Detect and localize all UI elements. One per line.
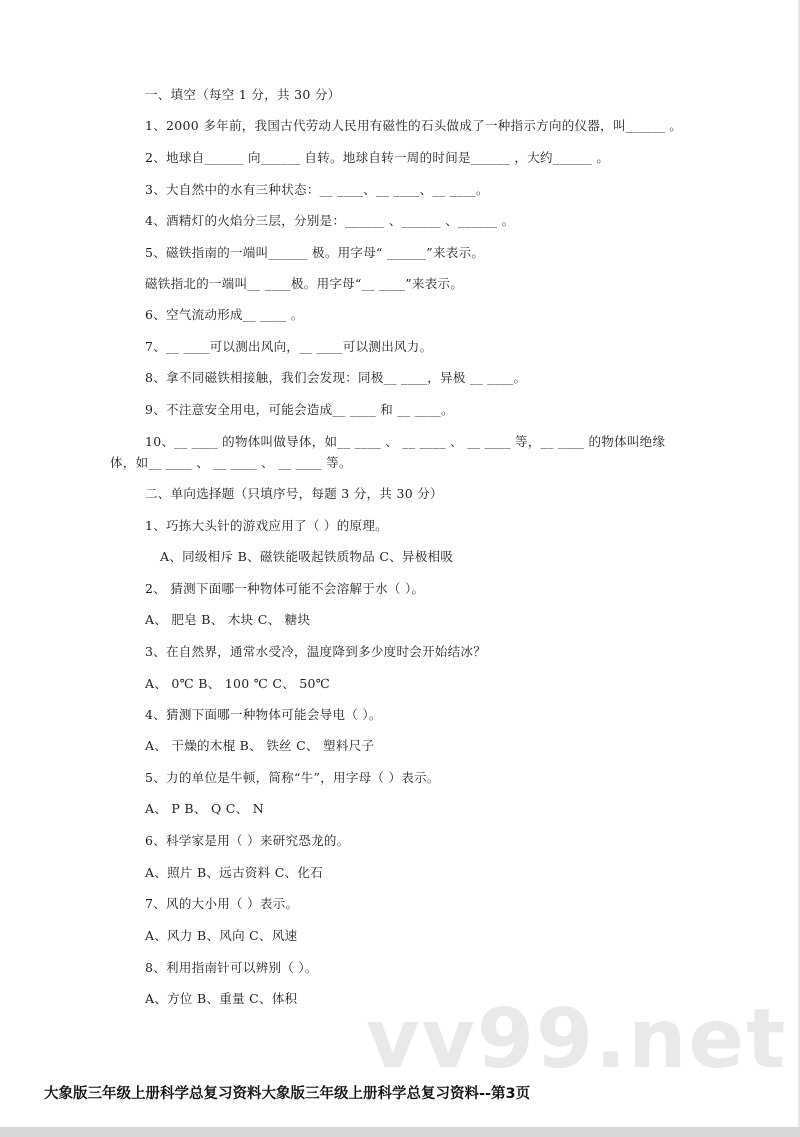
page-bottom-bar: [0, 1127, 800, 1137]
question-1-3: 3、大自然中的水有三种状态：__ ____、__ ____、__ ____。: [145, 182, 489, 197]
question-1-7: 7、__ ____可以测出风向，__ ____可以测出风力。: [145, 339, 433, 354]
question-1-9: 9、不注意安全用电，可能会造成__ ____ 和 __ ____。: [145, 402, 454, 417]
question-1-5a: 5、磁铁指南的一端叫______ 极。用字母“ ______”来表示。: [145, 245, 485, 260]
question-1-4: 4、酒精灯的火焰分三层，分别是：______ 、______ 、______ 。: [145, 213, 515, 228]
question-1-10a: 10、__ ____ 的物体叫做导体，如__ ____ 、 __ ____ 、 __ ____ 等，__ ____ 的物体叫绝缘: [145, 434, 666, 449]
question-2-1: 1、巧拣大头针的游戏应用了（ ）的原理。: [145, 518, 388, 533]
question-2-6-options: A、照片 B、远古资料 C、化石: [145, 865, 324, 880]
question-1-10b: 体，如__ ____ 、 __ ____ 、 __ ____ 等。: [110, 455, 352, 470]
question-2-2: 2、 猜测下面哪一种物体可能不会溶解于水（ ）。: [145, 581, 425, 596]
question-2-2-options: A、 肥皂 B、 木块 C、 糖块: [145, 612, 311, 627]
question-2-3: 3、在自然界，通常水受冷，温度降到多少度时会开始结冰？: [145, 644, 487, 659]
question-2-5: 5、力的单位是牛顿，简称“牛”，用字母（ ）表示。: [145, 770, 440, 785]
question-2-3-options: A、 0℃ B、 100 ℃ C、 50℃: [145, 676, 331, 691]
question-1-2: 2、地球自______ 向______ 自转。地球自转一周的时间是______ ，大约______ 。: [145, 150, 610, 165]
section-1-heading: 一、填空（每空 1 分，共 30 分）: [145, 87, 341, 102]
question-2-4: 4、猜测下面哪一种物体可能会导电（ ）。: [145, 707, 382, 722]
question-2-8: 8、利用指南针可以辨别（ ）。: [145, 960, 318, 975]
page-footer: 大象版三年级上册科学总复习资料大象版三年级上册科学总复习资料--第3页: [44, 1086, 531, 1102]
question-1-6: 6、空气流动形成__ ____ 。: [145, 307, 304, 322]
question-2-7: 7、风的大小用（ ）表示。: [145, 896, 299, 911]
question-2-7-options: A、风力 B、风向 C、风速: [145, 928, 298, 943]
question-2-8-options: A、方位 B、重量 C、体积: [145, 991, 298, 1006]
watermark: vv99.net: [366, 992, 788, 1087]
question-1-1: 1、2000 多年前，我国古代劳动人民用有磁性的石头做成了一种指示方向的仪器，叫______ 。: [145, 118, 683, 133]
question-2-5-options: A、 P B、 Q C、 N: [145, 801, 264, 816]
question-2-1-options: A、同级相斥 B、磁铁能吸起铁质物品 C、异极相吸: [160, 549, 454, 564]
question-1-8: 8、拿不同磁铁相接触，我们会发现：同极__ ____，异极 __ ____。: [145, 370, 527, 385]
section-2-heading: 二、单向选择题（只填序号，每题 3 分，共 30 分）: [145, 486, 443, 501]
question-2-4-options: A、 干燥的木棍 B、 铁丝 C、 塑料尺子: [145, 738, 375, 753]
question-1-5b: 磁铁指北的一端叫__ ____极。用字母“__ ____”来表示。: [145, 276, 464, 291]
question-2-6: 6、科学家是用（ ）来研究恐龙的。: [145, 833, 350, 848]
